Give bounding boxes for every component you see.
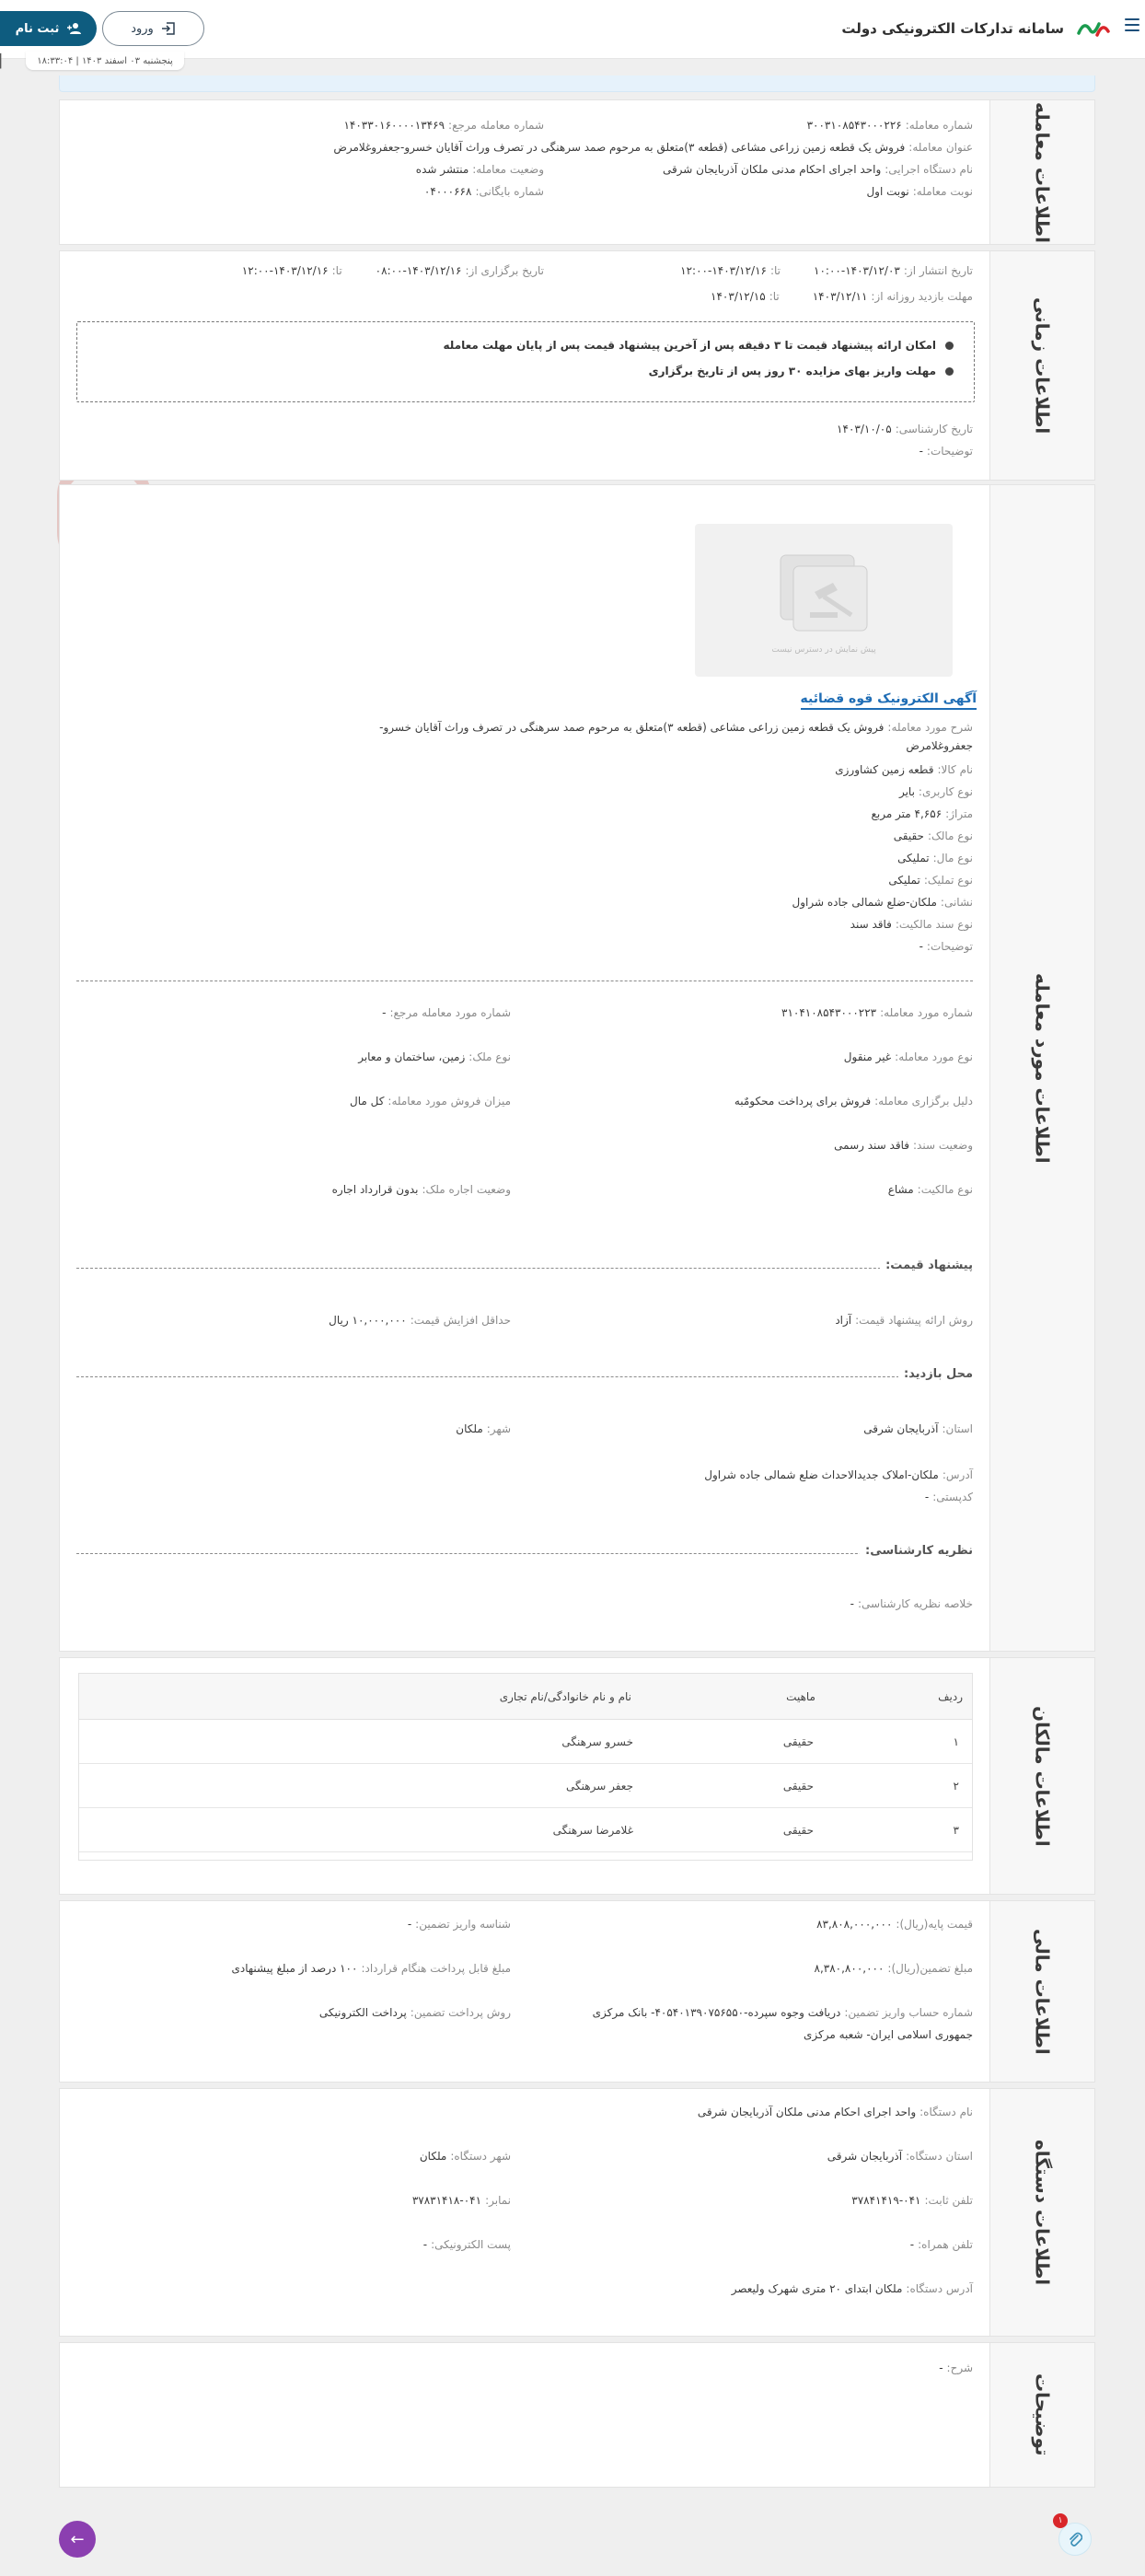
section-title: اطلاعات مالکان <box>989 1658 1094 1894</box>
goods-name: نام کالا:قطعه زمین کشاورزی <box>835 763 973 776</box>
holding-reason: دلیل برگزاری معامله:فروش برای پرداخت محکومٌبه <box>734 1095 973 1108</box>
ref-item-number: شماره مورد معامله مرجع:- <box>382 1006 511 1019</box>
login-button[interactable] <box>102 11 204 46</box>
date-time-chip: پنجشنبه ۰۳ اسفند ۱۴۰۳ | ۱۸:۳۳:۰۴ <box>26 52 184 70</box>
item-desc: شرح مورد معامله:فروش یک قطعه زمین زراعی مشاعی (قطعه ۳)متعلق به مرحوم صمد سرهنگی در تصرف وراث آقایان خسرو- <box>379 721 973 734</box>
cell-row: ۳ <box>953 1823 959 1837</box>
attachments-count-badge: ۱ <box>1053 2513 1068 2528</box>
divider <box>76 1376 973 1377</box>
device-email: پست الکترونیکی:- <box>422 2238 511 2251</box>
price-heading: پیشنهاد قیمت: <box>880 1259 973 1272</box>
login-icon <box>161 22 176 35</box>
section-financial <box>59 1900 1095 2083</box>
col-type: ماهیت <box>786 1689 815 1703</box>
setad-logo <box>1075 15 1112 42</box>
area: متراژ:۴,۶۵۶ متر مربع <box>871 807 973 820</box>
usage-type: نوع کاربری:بایر <box>898 785 973 798</box>
arrow-left-icon: ← <box>70 2529 85 2549</box>
notes-desc: شرح:- <box>939 2361 973 2374</box>
section-owners <box>59 1657 1095 1895</box>
login-label: ورود <box>131 21 154 36</box>
cell-name: غلامرضا سرهنگی <box>552 1823 633 1837</box>
attachments-button[interactable] <box>1058 2523 1092 2556</box>
bullet-icon <box>945 367 954 376</box>
section-item-info <box>59 484 1095 1652</box>
cell-type: حقیقی <box>782 1779 814 1793</box>
base-price: قیمت پایه(ریال):۸۳,۸۰۸,۰۰۰,۰۰۰ <box>816 1918 973 1931</box>
register-label: ثبت نام <box>15 21 60 36</box>
back-button[interactable] <box>59 2521 96 2558</box>
item-image-placeholder[interactable] <box>695 524 953 677</box>
deposit-account-cont: جمهوری اسلامی ایران- شعبه مرکزی <box>804 2028 973 2041</box>
table-row <box>79 1720 972 1764</box>
city: شهر:ملکان <box>456 1422 511 1435</box>
top-info-strip <box>59 75 1095 92</box>
transfer-type: نوع تملیک:تملیکی <box>888 874 973 887</box>
deed-type: نوع سند مالکیت:فاقد سند <box>850 918 973 931</box>
table-header <box>79 1674 972 1720</box>
property-type: نوع ملک:زمین، ساختمان و معابر <box>358 1050 511 1063</box>
table-row <box>79 1808 972 1852</box>
device-mobile: تلفن همراه:- <box>909 2238 973 2251</box>
ad-title-link[interactable]: آگهی الکترونیک قوه قضائیه <box>801 691 977 710</box>
item-type: نوع مورد معامله:غیر منقول <box>843 1050 973 1063</box>
item-desc-cont: جعفروغلامرض <box>906 739 973 752</box>
deal-number: شماره معامله:۳۰۰۳۱۰۸۵۴۳۰۰۰۲۲۶ <box>806 119 973 132</box>
sale-amount: میزان فروش مورد معامله:کل مال <box>350 1095 511 1108</box>
add-user-icon <box>66 22 81 35</box>
section-title: اطلاعات زمانی <box>989 251 1094 480</box>
cell-name: خسرو سرهنگی <box>561 1735 633 1748</box>
expert-date: تاریخ کارشناسی:۱۴۰۳/۱۰/۰۵ <box>837 423 973 435</box>
cell-name: جعفر سرهنگی <box>566 1779 633 1793</box>
top-navbar <box>0 0 1145 59</box>
executor: نام دستگاه اجرایی:واحد اجرای احکام مدنی ملکان آذربایجان شرقی <box>662 163 973 176</box>
side-drawer-icon[interactable]: ▏ <box>0 54 10 69</box>
owners-table <box>78 1673 973 1861</box>
visit-heading: محل بازدید: <box>898 1367 973 1381</box>
section-title: اطلاعات مورد معامله <box>989 485 1094 1651</box>
visit-address: آدرس:ملکان-املاک جدیدالاحداث ضلع شمالی جاده شراول <box>704 1468 973 1481</box>
menu-icon[interactable] <box>1125 18 1139 31</box>
deal-turn: نوبت معامله:نوبت اول <box>866 185 973 198</box>
deal-status: وضعیت معامله:منتشر شده <box>415 163 544 176</box>
divider <box>76 1553 973 1554</box>
publish-date: تاریخ انتشار از:۱۴۰۳/۱۲/۰۳-۱۰:۰۰تا:۱۴۰۳/۱۲/۱۶-۱۲:۰۰ <box>680 264 973 277</box>
postal-code: کدپستی:- <box>924 1491 973 1503</box>
conditions-box <box>76 321 975 402</box>
bullet-icon <box>945 342 954 350</box>
condition-item: امکان ارائه پیشنهاد قیمت تا ۳ دقیقه پس از آخرین پیشنهاد قیمت پس از پایان مهلت معامله <box>444 339 954 352</box>
price-method: روش ارائه پیشنهاد قیمت:آزاد <box>835 1314 973 1327</box>
lease-status: وضعیت اجاره ملک:بدون قرارداد اجاره <box>331 1183 511 1196</box>
item-desc2: توضیحات:- <box>919 940 973 953</box>
cell-row: ۱ <box>953 1735 959 1748</box>
cell-type: حقیقی <box>782 1823 814 1837</box>
device-city: شهر دستگاه:ملکان <box>419 2150 511 2163</box>
cell-type: حقیقی <box>782 1735 814 1748</box>
deposit-id: شناسه واریز تضمین:- <box>407 1918 511 1931</box>
section-time-info <box>59 250 1095 481</box>
device-name: نام دستگاه:واحد اجرای احکام مدنی ملکان آذربایجان شرقی <box>697 2106 973 2118</box>
image-placeholder-icon <box>764 546 884 638</box>
section-title: اطلاعات مالی <box>989 1901 1094 2082</box>
ref-number: شماره معامله مرجع:۱۴۰۳۳۰۱۶۰۰۰۰۱۳۴۶۹ <box>343 119 544 132</box>
image-caption: پیش نمایش در دسترس نیست <box>771 645 876 655</box>
expert-summary: خلاصه نظریه کارشناسی:- <box>850 1597 973 1610</box>
holding-date: تاریخ برگزاری از:۱۴۰۳/۱۲/۱۶-۰۸:۰۰تا:۱۴۰۳/۱۲/۱۶-۱۲:۰۰ <box>241 264 544 277</box>
condition-item: مهلت واریز بهای مزایده ۳۰ روز پس از تاریخ برگزاری <box>649 365 954 377</box>
divider <box>76 1268 973 1269</box>
section-device <box>59 2088 1095 2337</box>
item-number: شماره مورد معامله:۳۱۰۴۱۰۸۵۴۳۰۰۰۲۲۳ <box>781 1006 973 1019</box>
deal-subject: عنوان معامله:فروش یک قطعه زمین زراعی مشاعی (قطعه ۳)متعلق به مرحوم صمد سرهنگی در تصرف وراث آقایان خسرو-جعفروغلامرض <box>333 141 973 154</box>
section-notes <box>59 2342 1095 2488</box>
ownership-type: نوع مال:تملیکی <box>897 852 973 864</box>
col-row: ردیف <box>938 1689 963 1703</box>
site-title: سامانه تدارکات الکترونیکی دولت <box>841 20 1064 37</box>
cell-row: ۲ <box>953 1779 959 1793</box>
device-province: استان دستگاه:آذربایجان شرقی <box>827 2150 973 2163</box>
time-desc: توضیحات:- <box>919 445 973 458</box>
payment-method: روش پرداخت تضمین:پرداخت الکترونیکی <box>318 2006 511 2019</box>
section-deal-info <box>59 99 1095 245</box>
section-title: توضیحات <box>989 2343 1094 2487</box>
table-row <box>79 1764 972 1808</box>
deposit-account: شماره حساب واریز تضمین:دریافت وجوه سپرده-۴۰۵۴۰۱۳۹۰۷۵۶۵۵۰- بانک مرکزی <box>592 2006 973 2019</box>
expert-heading: نظریه کارشناسی: <box>860 1544 973 1558</box>
item-address: نشانی:ملکان-ضلع شمالی جاده شراول <box>792 896 973 909</box>
province: استان:آذربایجان شرقی <box>863 1422 973 1435</box>
device-address: آدرس دستگاه:ملکان ابتدای ۲۰ متری شهرک ولیعصر <box>731 2282 973 2295</box>
deposit-amount: مبلغ تضمین(ریال):۸,۳۸۰,۸۰۰,۰۰۰ <box>814 1962 973 1975</box>
section-title: اطلاعات دستگاه <box>989 2089 1094 2336</box>
section-title: اطلاعات معامله <box>989 100 1094 244</box>
deed-status: وضعیت سند:فاقد سند رسمی <box>834 1139 973 1152</box>
visit-date: مهلت بازدید روزانه از:۱۴۰۳/۱۲/۱۱تا:۱۴۰۳/۱۲/۱۵ <box>711 290 973 303</box>
device-fax: نمابر:۰۴۱-۳۷۸۳۱۴۱۸ <box>411 2194 511 2207</box>
owner-type: نوع مالک:حقیقی <box>893 830 973 842</box>
register-button[interactable] <box>0 11 97 46</box>
device-phone: تلفن ثابت:۰۴۱-۳۷۸۴۱۴۱۹ <box>851 2194 973 2207</box>
archive-number: شماره بایگانی:۰۴۰۰۰۶۶۸ <box>423 185 544 198</box>
min-increase: حداقل افزایش قیمت:۱۰,۰۰۰,۰۰۰ ریال <box>329 1314 511 1327</box>
contract-payable: مبلغ قابل پرداخت هنگام قرارداد:۱۰۰ درصد از مبلغ پیشنهادی <box>231 1962 511 1975</box>
col-name: نام و نام خانوادگی/نام تجاری <box>499 1689 631 1703</box>
paperclip-icon <box>1068 2531 1082 2547</box>
ownership-kind: نوع مالکیت:مشاع <box>887 1183 973 1196</box>
